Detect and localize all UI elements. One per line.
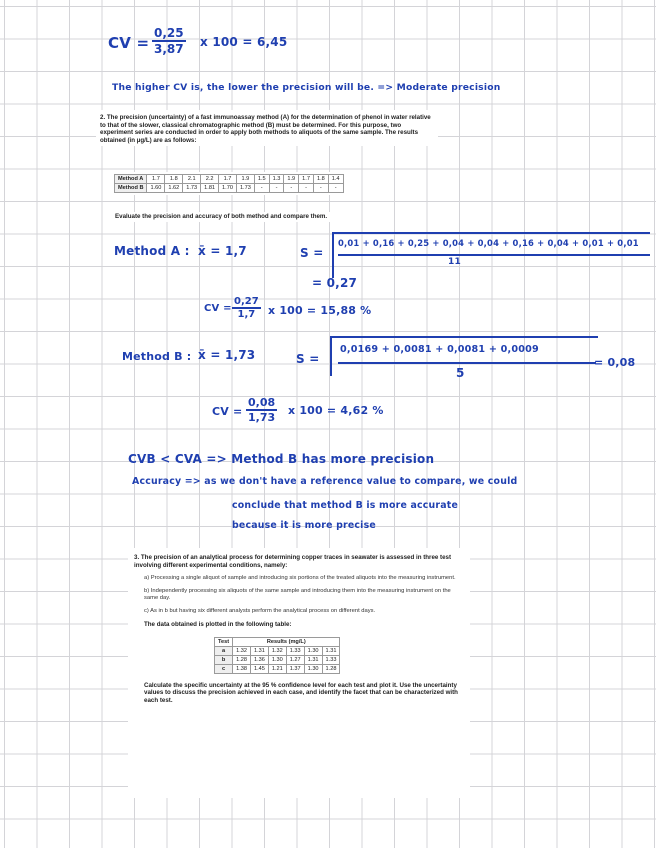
question-3-item-c: c) As in b but having six different analysts perform the analytical process on different days. [144, 608, 376, 615]
table-cell: - [284, 184, 299, 193]
table-cell: 1.9 [284, 175, 299, 184]
method-a-fraction-line [338, 254, 650, 256]
table-cell: 1.28 [322, 664, 340, 673]
method-a-cv-label: CV = [204, 303, 232, 314]
table-cell: - [269, 184, 284, 193]
method-a-s-result: = 0,27 [312, 276, 358, 290]
question-3-text: 3. The precision of an analytical process for determining copper traces in seawater is assessed in three test involving different experimental conditions, namely: [134, 554, 452, 569]
table-cell: - [328, 184, 343, 193]
table-cell: 1.30 [268, 655, 286, 664]
question-3-item-a: a) Processing a single aliquot of sample and introducing six portions of the treated aliquots into the measuring instrument. [144, 575, 456, 582]
method-b-label: Method B : [122, 350, 192, 363]
table-cell: 1.5 [254, 175, 269, 184]
table-cell: 1.8 [165, 175, 183, 184]
col-results-header: Results (mg/L) [233, 637, 340, 646]
row-label-b: Method B [115, 184, 147, 193]
table-cell: 1.73 [236, 184, 254, 193]
table-cell: 1.81 [201, 184, 219, 193]
top-cv-result: x 100 = 6,45 [200, 35, 288, 49]
copper-table [214, 637, 340, 674]
question-2-instruction-block [112, 212, 330, 222]
table-cell: 1.32 [268, 646, 286, 655]
comparison-line-2: Accuracy => as we don't have a reference value to compare, we could [132, 476, 518, 487]
table-cell: 1.33 [322, 655, 340, 664]
method-b-cv-result: x 100 = 4,62 % [288, 404, 384, 417]
table-cell: 1.60 [147, 184, 165, 193]
method-a-s-label: S = [300, 246, 324, 260]
method-b-s-numerator: 0,0169 + 0,0081 + 0,0081 + 0,0009 [340, 344, 539, 355]
question-2-block [96, 110, 438, 146]
question-2-table-block [112, 172, 346, 195]
method-table [114, 174, 344, 193]
top-conclusion: The higher CV is, the lower the precision will be. => Moderate precision [112, 82, 501, 93]
table-cell: 1.7 [147, 175, 165, 184]
method-b-s-denominator: 5 [456, 366, 465, 380]
table-cell: 1.38 [233, 664, 251, 673]
top-cv-fraction [152, 26, 186, 56]
table-header-row [215, 637, 340, 646]
top-cv-numerator: 0,25 [154, 26, 184, 40]
method-a-cv-fraction [232, 296, 261, 320]
table-cell: 1.37 [286, 664, 304, 673]
method-a-cv-result: x 100 = 15,88 % [268, 304, 372, 317]
comparison-line-4: because it is more precise [232, 520, 376, 531]
table-cell: 1.70 [219, 184, 237, 193]
method-a-sqrt-sign [332, 232, 334, 278]
method-a-cv-numerator: 0,27 [234, 296, 259, 307]
table-cell: 2.1 [183, 175, 201, 184]
copper-table-wrap [134, 637, 464, 674]
question-3-data-line: The data obtained is plotted in the following table: [144, 621, 292, 629]
method-a-s-numerator: 0,01 + 0,16 + 0,25 + 0,04 + 0,04 + 0,16 + 0,04 + 0,01 + 0,01 [338, 238, 639, 248]
table-cell: 1.31 [322, 646, 340, 655]
table-row [215, 646, 340, 655]
table-cell: 1.31 [250, 646, 268, 655]
question-3-block [128, 548, 470, 798]
table-cell: 1.7 [219, 175, 237, 184]
method-a-mean: x̄ = 1,7 [198, 244, 247, 258]
table-cell: 1.3 [269, 175, 284, 184]
table-cell: 1.73 [183, 184, 201, 193]
table-row [115, 184, 344, 193]
table-cell: 1.45 [250, 664, 268, 673]
question-3-item-b: b) Independently processing six aliquots of the same sample and introducing them into the measuring instrument on the same day. [144, 588, 451, 602]
table-cell: 1.31 [304, 655, 322, 664]
method-b-cv-label: CV = [212, 405, 243, 418]
table-cell: - [313, 184, 328, 193]
table-row [115, 175, 344, 184]
method-b-cv-denominator: 1,73 [248, 411, 276, 424]
question-3-closing: Calculate the specific uncertainty at the 95 % confidence level for each test and plot it. Use the uncertainty values to discuss the precision achieved in each case, and identify the facet that can be characterized with each test. [144, 681, 458, 704]
table-cell: 1.7 [299, 175, 314, 184]
method-b-s-label: S = [296, 352, 320, 366]
table-cell: 1.33 [286, 646, 304, 655]
method-a-cv-denominator: 1,7 [237, 309, 256, 320]
table-cell: 1.21 [268, 664, 286, 673]
table-cell: 1.28 [233, 655, 251, 664]
question-2-instruction: Evaluate the precision and accuracy of both method and compare them. [115, 213, 328, 220]
table-cell: - [299, 184, 314, 193]
table-cell: 1.4 [328, 175, 343, 184]
top-cv-denominator: 3,87 [154, 42, 184, 56]
method-a-label: Method A : [114, 244, 190, 258]
table-cell: 1.30 [304, 664, 322, 673]
table-cell: 1.32 [233, 646, 251, 655]
table-cell: 1.36 [250, 655, 268, 664]
method-b-sqrt-sign [330, 336, 332, 376]
comparison-line-1: CVB < CVA => Method B has more precision [128, 452, 435, 466]
col-test-header: Test [215, 637, 233, 646]
table-cell: 1.27 [286, 655, 304, 664]
table-cell: 1.30 [304, 646, 322, 655]
method-b-cv-numerator: 0,08 [248, 396, 276, 409]
row-label-test-b: b [215, 655, 233, 664]
method-b-s-result: = 0,08 [594, 356, 636, 369]
method-b-fraction-line [338, 362, 596, 364]
question-2-text: 2. The precision (uncertainty) of a fast immunoassay method (A) for the determination of phenol in water relative to that of the slower, classical chromatographic method (B) must be determined. For this purpose, two experiment series are conducted in order to apply both methods to aliquots of the same sample. The results obtained (in µg/L) are as follows: [100, 114, 431, 144]
table-row [215, 664, 340, 673]
row-label-test-c: c [215, 664, 233, 673]
table-cell: - [254, 184, 269, 193]
table-cell: 2.2 [201, 175, 219, 184]
method-b-mean: x̄ = 1,73 [198, 348, 256, 362]
row-label-a: Method A [115, 175, 147, 184]
method-b-cv-fraction [246, 396, 277, 424]
comparison-line-3: conclude that method B is more accurate [232, 500, 459, 511]
table-row [215, 655, 340, 664]
row-label-test-a: a [215, 646, 233, 655]
table-cell: 1.9 [236, 175, 254, 184]
top-cv-label: CV = [108, 34, 150, 52]
table-cell: 1.8 [313, 175, 328, 184]
method-b-sqrt-bar [330, 336, 598, 338]
table-cell: 1.62 [165, 184, 183, 193]
method-a-s-denominator: 11 [448, 257, 461, 267]
method-a-sqrt-bar [332, 232, 650, 234]
